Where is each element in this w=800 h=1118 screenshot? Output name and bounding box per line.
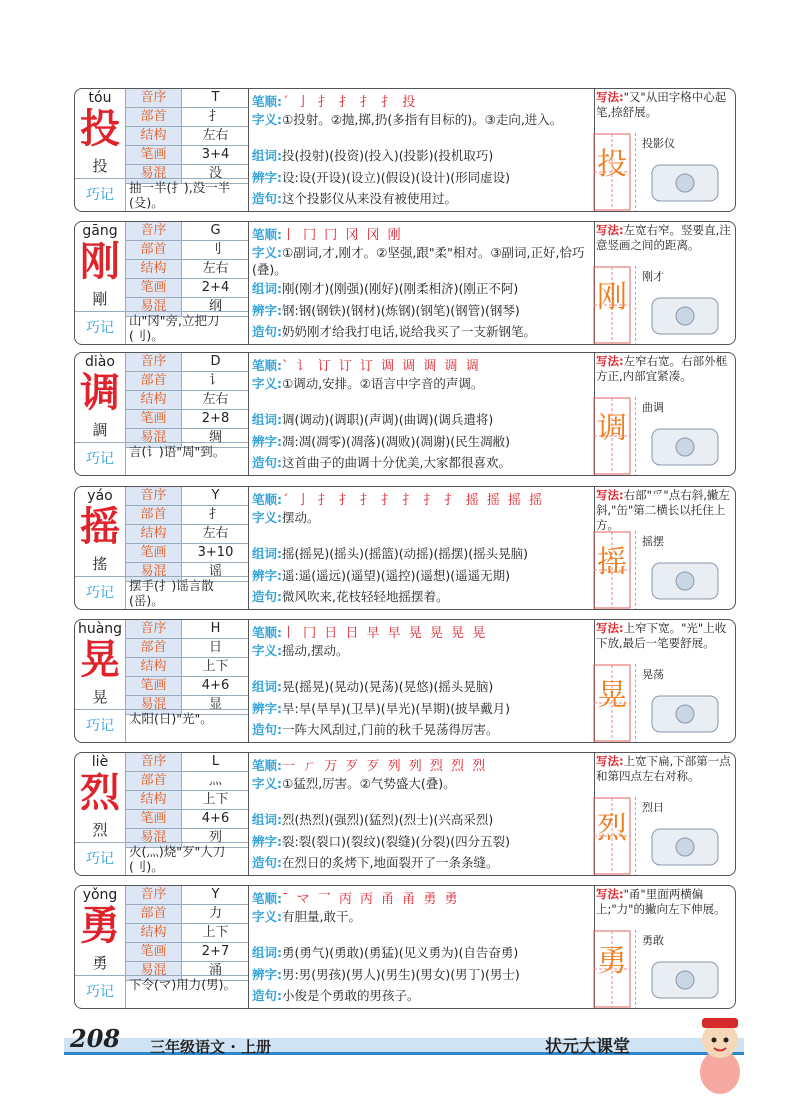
- char-properties: [125, 487, 249, 582]
- strokes-label: 笔画: [126, 544, 182, 562]
- structure-value: 左右: [202, 392, 229, 407]
- distinguish-text: 设:设(开设)(设立)(假设)(设计)(形同虚设): [282, 170, 510, 185]
- main-character: 勇: [80, 902, 120, 949]
- words-label: 组词:: [252, 148, 282, 163]
- illustration-caption: 曲调: [642, 401, 664, 414]
- details: [248, 487, 595, 609]
- pinyin: tóu: [88, 90, 112, 106]
- strokes-label: 笔画: [126, 279, 182, 297]
- order-value: L: [211, 754, 220, 769]
- tip-text: 山"冈"旁,立把刀(刂)。: [129, 313, 220, 343]
- tip-label: 巧记: [75, 843, 126, 875]
- pinyin: huàng: [77, 621, 123, 637]
- main-character: 刚: [80, 238, 120, 285]
- meaning-text: 有胆量,敢干。: [282, 909, 361, 924]
- writing-panel: [593, 753, 735, 875]
- memory-tip: [75, 442, 248, 475]
- words-text: 晃(摇晃)(晃动)(晃荡)(晃悠)(摇头晃脑): [282, 679, 494, 694]
- meaning-text: 摇动,摆动。: [282, 643, 349, 658]
- illustration: [635, 266, 734, 345]
- strokes-label: 笔画: [126, 677, 182, 695]
- confuse-value: 纲: [208, 299, 222, 314]
- grid-character: 摇: [597, 545, 627, 580]
- brand-name: 状元大课堂: [545, 1037, 630, 1057]
- pinyin: yáo: [87, 488, 113, 504]
- stroke-sequence: 丨 冂 冂 冈 冈 刚: [282, 228, 403, 243]
- method-label: 写法:: [596, 354, 624, 368]
- traditional-character: 烈: [92, 821, 108, 839]
- method-label: 写法:: [596, 754, 624, 768]
- order-label: 音序: [126, 222, 182, 240]
- meaning-label: 字义:: [252, 376, 282, 391]
- stroke-sequence: ˋ 讠 订 订 订 调 调 调 调 调: [282, 359, 481, 374]
- distinguish-text: 凋:凋(凋零)(凋落)(凋败)(凋谢)(民生凋敝): [282, 434, 510, 449]
- grid-character: 投: [597, 147, 627, 182]
- stroke-sequence: ˉ マ 乛 丙 丙 甬 甬 勇 勇: [282, 892, 460, 907]
- char-card: [74, 352, 736, 476]
- tip-label: 巧记: [75, 443, 126, 475]
- page-number: 208: [70, 1024, 121, 1053]
- distinguish-text: 遥:遥(遥远)(遥望)(遥控)(遥想)(遥遥无期): [282, 568, 510, 583]
- traditional-character: 晃: [92, 688, 108, 706]
- illustration: [635, 531, 734, 610]
- illustration: [635, 930, 734, 1009]
- traditional-character: 剛: [92, 290, 108, 308]
- book-title: 三年级语文 · 上册: [150, 1038, 272, 1056]
- sentence-label: 造句:: [252, 191, 282, 206]
- words-label: 组词:: [252, 945, 282, 960]
- method-label: 写法:: [596, 887, 624, 901]
- memory-tip: [75, 975, 248, 1008]
- order-label: 音序: [126, 353, 182, 371]
- radical-label: 部首: [126, 905, 182, 923]
- meaning-text: 摆动。: [282, 510, 320, 525]
- radical-label: 部首: [126, 772, 182, 790]
- main-character: 调: [80, 369, 120, 416]
- radical-value: 灬: [208, 773, 222, 788]
- structure-label: 结构: [126, 924, 182, 942]
- strokes-value: 4+6: [201, 811, 230, 826]
- radical-value: 力: [208, 906, 222, 921]
- pinyin: gāng: [82, 223, 118, 239]
- meaning-label: 字义:: [252, 510, 282, 525]
- stroke-order-label: 笔顺:: [252, 94, 282, 109]
- words-label: 组词:: [252, 679, 282, 694]
- stroke-order-label: 笔顺:: [252, 758, 282, 773]
- tip-label: 巧记: [75, 312, 126, 344]
- strokes-label: 笔画: [126, 943, 182, 961]
- strokes-value: 2+4: [201, 280, 230, 295]
- tip-text: 言(讠)语"周"到。: [129, 444, 226, 459]
- words-text: 烈(热烈)(强烈)(猛烈)(烈士)(兴高采烈): [282, 812, 494, 827]
- radical-value: 扌: [208, 109, 222, 124]
- words-label: 组词:: [252, 281, 282, 296]
- structure-label: 结构: [126, 791, 182, 809]
- words-text: 投(投射)(投资)(投入)(投影)(投机取巧): [282, 148, 494, 163]
- order-label: 音序: [126, 89, 182, 107]
- tip-text: 太阳(日)"光"。: [129, 711, 213, 726]
- strokes-label: 笔画: [126, 410, 182, 428]
- grid-character: 勇: [597, 944, 627, 979]
- distinguish-label: 辨字:: [252, 701, 282, 716]
- method-text: 上宽下扁,下部第一点和第四点左右对称。: [596, 754, 731, 783]
- memory-tip: [75, 311, 248, 344]
- main-character: 晃: [80, 636, 120, 683]
- strokes-value: 3+10: [197, 545, 234, 560]
- details: [248, 620, 595, 742]
- distinguish-label: 辨字:: [252, 303, 282, 318]
- order-label: 音序: [126, 620, 182, 638]
- sentence-text: 在烈日的炙烤下,地面裂开了一条条缝。: [282, 855, 499, 870]
- tip-text: 抽一半(扌),没一半(殳)。: [129, 180, 231, 210]
- radical-label: 部首: [126, 372, 182, 390]
- tian-grid: [593, 531, 631, 610]
- distinguish-text: 钢:钢(钢铁)(钢材)(炼钢)(钢笔)(钢管)(钢琴): [282, 303, 520, 318]
- order-value: T: [211, 90, 220, 105]
- grid-character: 调: [597, 411, 627, 446]
- writing-panel: [593, 487, 735, 609]
- illustration-caption: 烈日: [642, 801, 664, 814]
- confuse-label: 易混: [126, 429, 182, 447]
- confuse-value: 显: [208, 697, 222, 712]
- sentence-label: 造句:: [252, 988, 282, 1003]
- tian-grid: [593, 133, 631, 212]
- words-label: 组词:: [252, 412, 282, 427]
- strokes-value: 2+7: [201, 944, 230, 959]
- tip-label: 巧记: [75, 976, 126, 1008]
- illustration-caption: 晃荡: [642, 668, 664, 681]
- sentence-text: 微风吹来,花枝轻轻地摇摆着。: [282, 589, 449, 604]
- writing-panel: [593, 222, 735, 344]
- meaning-text: ①调动,安排。②语言中字音的声调。: [282, 376, 484, 391]
- stroke-order-label: 笔顺:: [252, 492, 282, 507]
- illustration: [635, 397, 734, 476]
- illustration: [635, 797, 734, 876]
- strokes-value: 4+6: [201, 678, 230, 693]
- illustration: [635, 133, 734, 212]
- words-text: 摇(摇晃)(摇头)(摇篮)(动摇)(摇摆)(摇头晃脑): [282, 546, 529, 561]
- main-character: 摇: [80, 503, 120, 550]
- confuse-value: 绸: [208, 430, 222, 445]
- sentence-label: 造句:: [252, 324, 282, 339]
- traditional-character: 調: [92, 421, 108, 439]
- structure-label: 结构: [126, 658, 182, 676]
- structure-value: 上下: [202, 659, 229, 674]
- writing-panel: [593, 89, 735, 211]
- char-properties: [125, 353, 249, 448]
- traditional-character: 搖: [92, 555, 108, 573]
- tian-grid: [593, 397, 631, 476]
- meaning-text: ①猛烈,厉害。②气势盛大(叠)。: [282, 776, 456, 791]
- method-text: 上窄下宽。"光"上收下放,最后一笔要舒展。: [596, 621, 727, 650]
- order-value: D: [210, 354, 221, 369]
- structure-label: 结构: [126, 525, 182, 543]
- confuse-value: 谣: [208, 564, 222, 579]
- details: [248, 753, 595, 875]
- grid-character: 晃: [597, 678, 627, 713]
- char-properties: [125, 89, 249, 184]
- structure-value: 上下: [202, 792, 229, 807]
- method-label: 写法:: [596, 488, 624, 502]
- sentence-text: 一阵大风刮过,门前的秋千晃荡得厉害。: [282, 722, 499, 737]
- grid-character: 烈: [597, 811, 627, 846]
- char-card: [74, 885, 736, 1009]
- structure-value: 左右: [202, 261, 229, 276]
- order-label: 音序: [126, 886, 182, 904]
- sentence-text: 这首曲子的曲调十分优美,大家都很喜欢。: [282, 455, 511, 470]
- structure-value: 左右: [202, 526, 229, 541]
- order-value: Y: [211, 488, 220, 503]
- memory-tip: [75, 576, 248, 609]
- sentence-text: 奶奶刚才给我打电话,说给我买了一支新钢笔。: [282, 324, 536, 339]
- distinguish-label: 辨字:: [252, 434, 282, 449]
- stroke-sequence: 丨 冂 日 日 早 早 晃 晃 晃 晃: [282, 626, 488, 641]
- order-value: H: [210, 621, 221, 636]
- method-label: 写法:: [596, 223, 624, 237]
- traditional-character: 投: [92, 157, 108, 175]
- radical-label: 部首: [126, 639, 182, 657]
- char-card: [74, 486, 736, 610]
- char-card: [74, 752, 736, 876]
- illustration-caption: 勇敢: [642, 934, 664, 947]
- meaning-text: ①副词,才,刚才。②坚强,跟"柔"相对。③副词,正好,恰巧(叠)。: [252, 245, 585, 277]
- sentence-text: 这个投影仪从来没有被使用过。: [282, 191, 458, 206]
- main-character: 投: [80, 105, 120, 152]
- tian-grid: [593, 664, 631, 743]
- stroke-order-label: 笔顺:: [252, 358, 282, 373]
- words-text: 调(调动)(调职)(声调)(曲调)(调兵遣将): [282, 412, 494, 427]
- order-value: Y: [211, 887, 220, 902]
- words-label: 组词:: [252, 812, 282, 827]
- char-properties: [125, 753, 249, 848]
- char-card: [74, 619, 736, 743]
- sentence-label: 造句:: [252, 855, 282, 870]
- details: [248, 353, 595, 475]
- method-text: 左窄右宽。右部外框方正,内部宜紧凑。: [596, 354, 728, 383]
- meaning-text: ①投射。②抛,掷,扔(多指有目标的)。③走向,进入。: [282, 112, 563, 127]
- confuse-label: 易混: [126, 563, 182, 581]
- words-text: 勇(勇气)(勇敢)(勇猛)(见义勇为)(自告奋勇): [282, 945, 519, 960]
- stroke-sequence: ˊ 亅 扌 扌 扌 扌 投: [282, 95, 418, 110]
- confuse-label: 易混: [126, 829, 182, 847]
- pinyin: diào: [85, 354, 115, 370]
- tian-grid: [593, 930, 631, 1009]
- structure-value: 上下: [202, 925, 229, 940]
- char-card: [74, 88, 736, 212]
- meaning-label: 字义:: [252, 909, 282, 924]
- words-text: 刚(刚才)(刚强)(刚好)(刚柔相济)(刚正不阿): [282, 281, 519, 296]
- distinguish-text: 男:男(男孩)(男人)(男生)(男女)(男丁)(男士): [282, 967, 520, 982]
- details: [248, 89, 595, 211]
- meaning-label: 字义:: [252, 776, 282, 791]
- method-text: 右部"爫"点右斜,撇左斜,"缶"第二横长以托住上方。: [596, 488, 730, 532]
- confuse-value: 没: [208, 166, 222, 181]
- strokes-value: 2+8: [201, 411, 230, 426]
- meaning-label: 字义:: [252, 112, 282, 127]
- char-properties: [125, 222, 249, 317]
- tian-grid: [593, 797, 631, 876]
- traditional-character: 勇: [92, 954, 108, 972]
- meaning-label: 字义:: [252, 643, 282, 658]
- radical-label: 部首: [126, 108, 182, 126]
- grid-character: 刚: [597, 280, 627, 315]
- tip-label: 巧记: [75, 710, 126, 742]
- radical-label: 部首: [126, 506, 182, 524]
- stroke-order-label: 笔顺:: [252, 625, 282, 640]
- main-character: 烈: [80, 769, 120, 816]
- confuse-label: 易混: [126, 298, 182, 316]
- distinguish-label: 辨字:: [252, 568, 282, 583]
- strokes-label: 笔画: [126, 146, 182, 164]
- writing-panel: [593, 353, 735, 475]
- illustration-caption: 投影仪: [642, 137, 675, 150]
- method-label: 写法:: [596, 621, 624, 635]
- confuse-label: 易混: [126, 962, 182, 980]
- illustration-caption: 摇摆: [642, 535, 664, 548]
- confuse-label: 易混: [126, 696, 182, 714]
- order-value: G: [210, 223, 221, 238]
- structure-value: 左右: [202, 128, 229, 143]
- details: [248, 886, 595, 1008]
- mascot-icon: [690, 1010, 750, 1100]
- method-text: "甬"里面两横偏上;"力"的撇向左下伸展。: [596, 887, 726, 916]
- radical-label: 部首: [126, 241, 182, 259]
- confuse-value: 涌: [208, 963, 222, 978]
- illustration-caption: 刚才: [642, 270, 664, 283]
- distinguish-label: 辨字:: [252, 834, 282, 849]
- structure-label: 结构: [126, 391, 182, 409]
- structure-label: 结构: [126, 127, 182, 145]
- writing-panel: [593, 886, 735, 1008]
- strokes-label: 笔画: [126, 810, 182, 828]
- stroke-order-label: 笔顺:: [252, 227, 282, 242]
- memory-tip: [75, 709, 248, 742]
- tian-grid: [593, 266, 631, 345]
- stroke-sequence: 一 ㄏ 万 歹 歹 列 列 烈 烈 烈: [282, 759, 488, 774]
- pinyin: liè: [91, 754, 109, 770]
- tip-label: 巧记: [75, 577, 126, 609]
- radical-value: 讠: [208, 373, 222, 388]
- memory-tip: [75, 842, 248, 875]
- sentence-label: 造句:: [252, 455, 282, 470]
- radical-value: 刂: [208, 242, 222, 257]
- confuse-value: 列: [208, 830, 222, 845]
- distinguish-text: 裂:裂(裂口)(裂纹)(裂缝)(分裂)(四分五裂): [282, 834, 510, 849]
- words-label: 组词:: [252, 546, 282, 561]
- stroke-sequence: ˊ 亅 扌 扌 扌 扌 扌 扌 扌 摇 摇 摇 摇: [282, 493, 545, 508]
- illustration: [635, 664, 734, 743]
- confuse-label: 易混: [126, 165, 182, 183]
- pinyin: yǒng: [82, 887, 118, 903]
- tip-text: 火(灬)烧"歹"人刀(刂)。: [129, 844, 226, 874]
- sentence-text: 小俊是个勇敢的男孩子。: [282, 988, 420, 1003]
- writing-panel: [593, 620, 735, 742]
- char-properties: [125, 620, 249, 715]
- details: [248, 222, 595, 344]
- method-text: "又"从田字格中心起笔,捺舒展。: [596, 90, 727, 119]
- sentence-label: 造句:: [252, 589, 282, 604]
- stroke-order-label: 笔顺:: [252, 891, 282, 906]
- tip-text: 下令(マ)用力(男)。: [129, 977, 237, 992]
- tip-text: 摆手(扌)谣言散(䍃)。: [129, 578, 214, 608]
- meaning-label: 字义:: [252, 245, 282, 260]
- order-label: 音序: [126, 753, 182, 771]
- strokes-value: 3+4: [201, 147, 230, 162]
- distinguish-label: 辨字:: [252, 170, 282, 185]
- sentence-label: 造句:: [252, 722, 282, 737]
- distinguish-text: 旱:旱(旱旱)(卫旱)(旱光)(旱期)(披旱戴月): [282, 701, 510, 716]
- distinguish-label: 辨字:: [252, 967, 282, 982]
- radical-value: 日: [208, 640, 222, 655]
- method-text: 左宽右窄。竖要直,注意竖画之间的距离。: [596, 223, 731, 252]
- memory-tip: [75, 178, 248, 211]
- char-properties: [125, 886, 249, 981]
- method-label: 写法:: [596, 90, 624, 104]
- tip-label: 巧记: [75, 179, 126, 211]
- char-card: [74, 221, 736, 345]
- structure-label: 结构: [126, 260, 182, 278]
- radical-value: 扌: [208, 507, 222, 522]
- order-label: 音序: [126, 487, 182, 505]
